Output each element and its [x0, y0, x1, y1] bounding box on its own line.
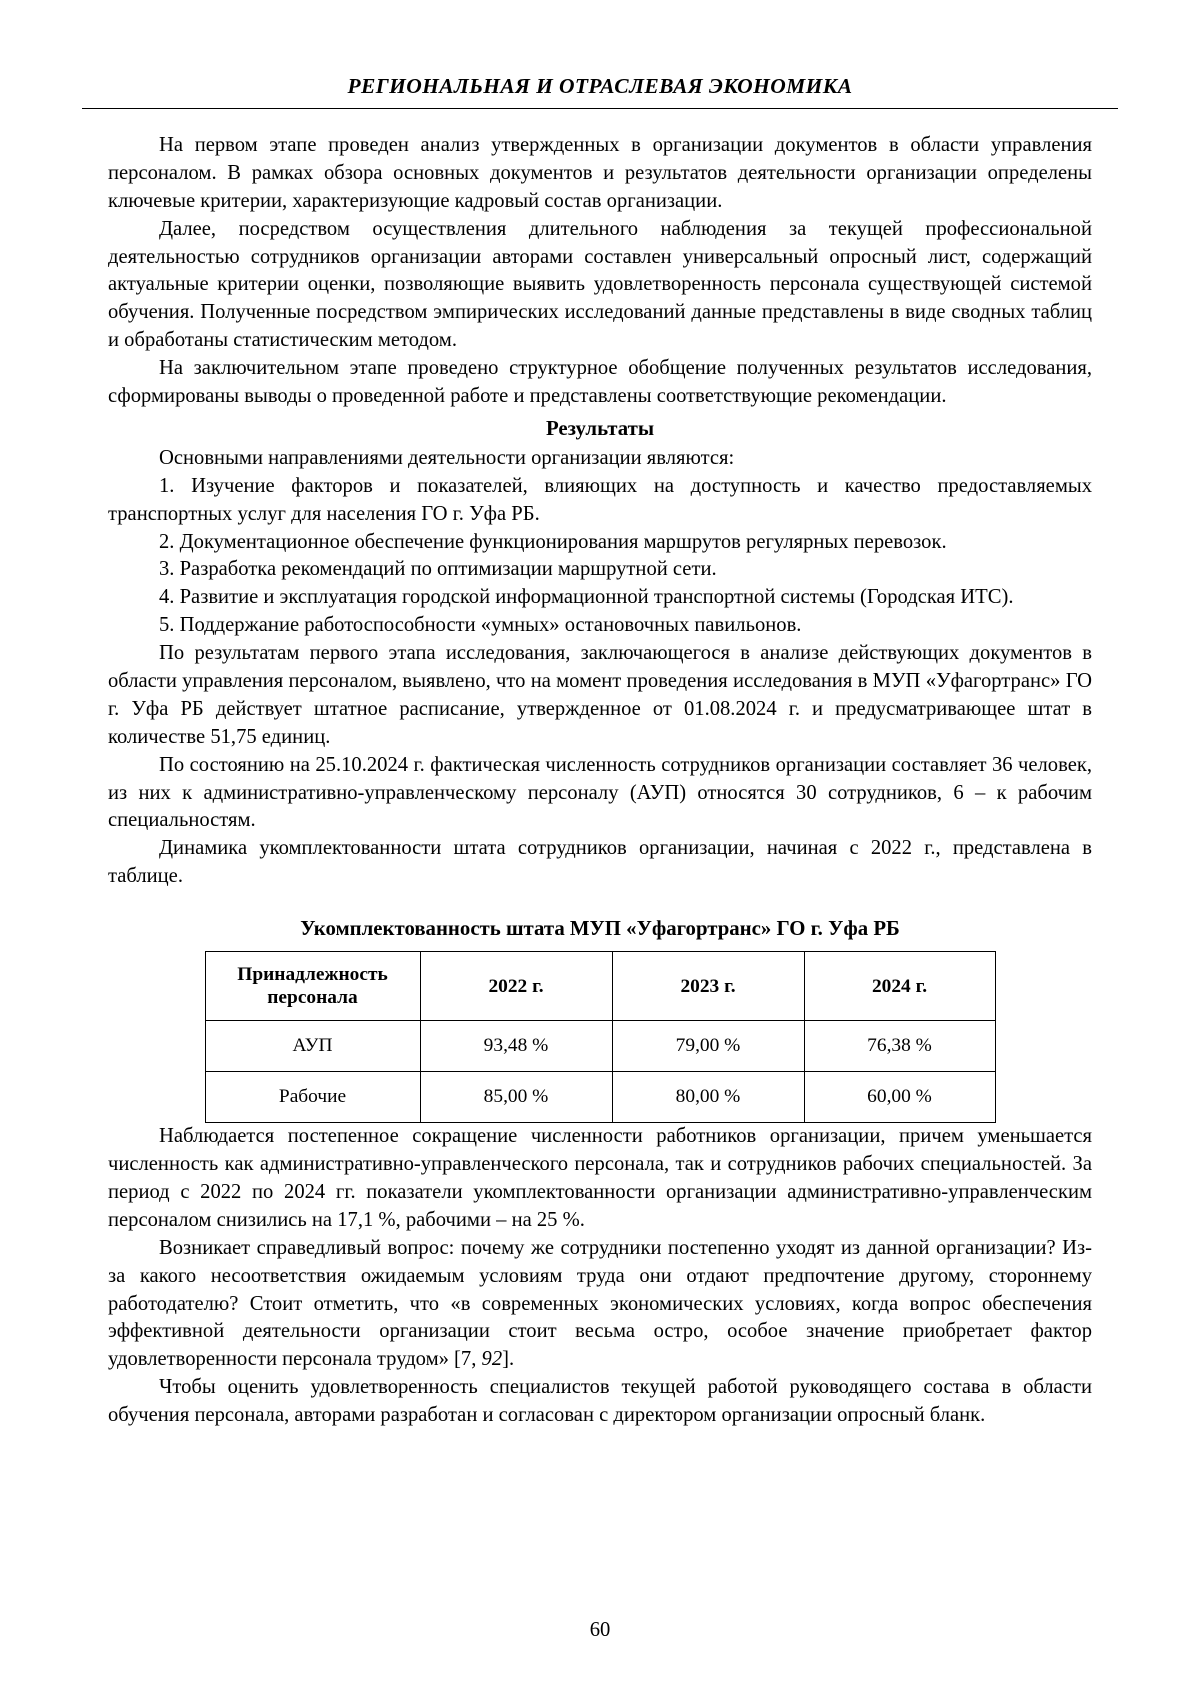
table-cell: 60,00 % — [804, 1072, 995, 1123]
paragraph-7: Динамика укомплектованности штата сотрудников организации, начиная с 2022 г., представлена в таблице. — [108, 837, 1092, 888]
table-header-cell: 2022 г. — [420, 952, 612, 1021]
table-header-cell: 2024 г. — [804, 952, 995, 1021]
header-divider — [82, 108, 1118, 109]
table-caption: Укомплектованность штата МУП «Уфагортранс» ГО г. Уфа РБ — [300, 917, 900, 941]
list-item-1: 1. Изучение факторов и показателей, влияющих на доступность и качество предоставляемых транспортных услуг для населения ГО г. Уфа РБ. — [108, 474, 1092, 525]
paragraph-9 — [108, 1235, 1092, 1374]
paragraph-9-text-a: Возникает справедливый вопрос: почему же сотрудники постепенно уходят из данной организации? Из-за какого несоответствия ожидаемым условиям труда они отдают предпочтение другому, стороннему работодателю? Стоит отметить, что «в современных экономических условиях, когда вопрос обеспечения эффективной деятельности организации стоит весьма остро, особое значение приобретает фактор удовлетворенности персонала трудом» [7, — [108, 1236, 1092, 1371]
staffing-table — [205, 951, 996, 1123]
running-head: РЕГИОНАЛЬНАЯ И ОТРАСЛЕВАЯ ЭКОНОМИКА — [347, 74, 853, 98]
paragraph-1: На первом этапе проведен анализ утвержденных в организации документов в области управления персоналом. В рамках обзора основных документов и результатов деятельности организации определены ключевые критерии, характеризующие кадровый состав организации. — [108, 134, 1092, 212]
paragraph-2: Далее, посредством осуществления длительного наблюдения за текущей профессиональной деятельностью сотрудников организации авторами составлен универсальный опросный лист, содержащий актуальные критерии оценки, позволяющие выявить удовлетворенность персонала существующей системой обучения. Полученные посредством эмпирических исследований данные представлены в виде сводных таблиц и обработаны статистическим методом. — [108, 217, 1092, 352]
paragraph-9-text-b: ]. — [502, 1348, 515, 1371]
table-row — [205, 1021, 995, 1072]
paragraph-3: На заключительном этапе проведено структурное обобщение полученных результатов исследования, сформированы выводы о проведенной работе и представлены соответствующие рекомендации. — [108, 357, 1092, 408]
table-cell: 93,48 % — [420, 1021, 612, 1072]
paragraph-4: Основными направлениями деятельности организации являются: — [159, 446, 735, 469]
list-item-4: 4. Развитие и эксплуатация городской информационной транспортной системы (Городская ИТС). — [159, 586, 1014, 609]
table-header-cell: 2023 г. — [612, 952, 804, 1021]
paragraph-6: По состоянию на 25.10.2024 г. фактическая численность сотрудников организации составляет 36 человек, из них к административно-управленческому персоналу (АУП) относятся 30 сотрудников, 6 – к рабочим специальностям. — [108, 753, 1092, 832]
paragraph-8: Наблюдается постепенное сокращение численности работников организации, причем уменьшается численность как административно-управленческого персонала, так и сотрудников рабочих специальностей. За период с 2022 по 2024 гг. показатели укомплектованности организации административно-управленческим персоналом снизились на 17,1 %, рабочими – на 25 %. — [108, 1125, 1092, 1231]
list-item-5: 5. Поддержание работоспособности «умных» остановочных павильонов. — [159, 614, 802, 637]
list-item-3: 3. Разработка рекомендаций по оптимизации маршрутной сети. — [159, 558, 717, 581]
table-cell: АУП — [205, 1021, 420, 1072]
table-header-cell: Принадлежность персонала — [205, 952, 420, 1021]
table-cell: 79,00 % — [612, 1021, 804, 1072]
table-cell: 85,00 % — [420, 1072, 612, 1123]
paragraph-10: Чтобы оценить удовлетворенность специалистов текущей работой руководящего состава в области обучения персонала, авторами разработан и согласован с директором организации опросный бланк. — [108, 1376, 1092, 1427]
table-header-row — [205, 952, 995, 1021]
page-number: 60 — [589, 1619, 611, 1641]
citation-page-number: 92 — [481, 1348, 503, 1371]
table-cell: 80,00 % — [612, 1072, 804, 1123]
section-heading-results: Результаты — [545, 416, 655, 440]
paragraph-5: По результатам первого этапа исследования, заключающегося в анализе действующих документов в области управления персоналом, выявлено, что на момент проведения исследования в МУП «Уфагортранс» ГО г. Уфа РБ действует штатное расписание, утвержденное от 01.08.2024 г. и предусматривающее штат в количестве 51,75 единиц. — [108, 642, 1092, 748]
list-item-2: 2. Документационное обеспечение функционирования маршрутов регулярных перевозок. — [159, 530, 947, 553]
table-cell: 76,38 % — [804, 1021, 995, 1072]
table-row — [205, 1072, 995, 1123]
table-cell: Рабочие — [205, 1072, 420, 1123]
